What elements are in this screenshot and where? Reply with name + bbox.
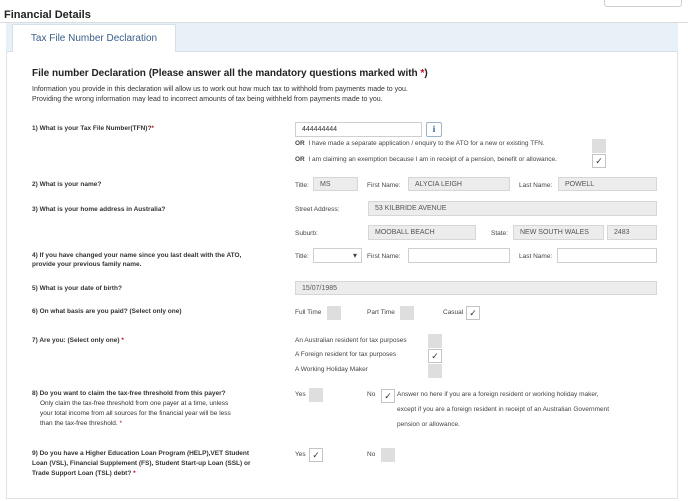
form-panel [6, 51, 678, 499]
state-label: State: [491, 230, 508, 237]
q8-no-checkbox[interactable]: ✓ [381, 389, 395, 403]
q9-label-3-text: Trade Support Loan (TSL) debt? [32, 470, 132, 477]
q8-note-3: pension or allowance. [397, 421, 460, 428]
required-star: * [119, 420, 123, 427]
holiday-checkbox[interactable] [428, 364, 442, 378]
required-star: * [420, 68, 425, 79]
full-time-checkbox[interactable] [327, 306, 341, 320]
q1-option-a-checkbox[interactable] [592, 139, 606, 153]
or-label: OR [295, 140, 305, 147]
q7-label-text: 7) Are you: (Select only one) [32, 337, 120, 344]
or-label: OR [295, 156, 305, 163]
first-name-label: First Name: [367, 182, 401, 189]
q8-sub-3-text: than the tax-free threshold. [40, 420, 118, 427]
prev-first-name-input[interactable] [408, 248, 510, 263]
top-dropdown-edge [604, 0, 682, 7]
q8-no-label: No [367, 391, 376, 398]
q1-option-a [295, 140, 545, 147]
title-label: Title: [295, 182, 309, 189]
last-name-field[interactable]: POWELL [558, 177, 657, 191]
q8-sub-2: your total income from all sources for the financial year will be less [40, 410, 231, 417]
q9-yes-label: Yes [295, 451, 306, 458]
prev-title-label: Title: [295, 253, 309, 260]
q1-label [32, 124, 154, 133]
q9-label-3 [32, 469, 136, 478]
required-star: * [133, 470, 136, 477]
prev-last-name-label: Last Name: [519, 253, 553, 260]
q7-label [32, 336, 124, 345]
declaration-title-end: ) [424, 68, 428, 79]
declaration-title [32, 68, 428, 79]
resident-label: An Australian resident for tax purposes [295, 337, 407, 344]
info-icon[interactable]: i [426, 122, 442, 137]
q8-sub-1: Only claim the tax-free threshold from one payer at a time, unless [40, 400, 229, 407]
suburb-field[interactable]: MOOBALL BEACH [368, 225, 476, 240]
q6-label: 6) On what basis are you paid? (Select only one) [32, 308, 182, 315]
q8-sub-3 [40, 419, 122, 428]
q8-yes-label: Yes [295, 391, 306, 398]
resident-checkbox[interactable] [428, 334, 442, 348]
q2-label: 2) What is your name? [32, 181, 102, 188]
part-time-label: Part Time [367, 309, 395, 316]
intro-text-2: Providing the wrong information may lead to incorrect amounts of tax being withheld from payments made to you. [32, 96, 383, 103]
tab-tfn-declaration[interactable]: Tax File Number Declaration [12, 24, 176, 52]
q1-option-b [295, 156, 557, 163]
part-time-checkbox[interactable] [400, 306, 414, 320]
street-label: Street Address: [295, 206, 340, 213]
q8-note-1: Answer no here if you are a foreign resident or working holiday maker, [397, 391, 599, 398]
section-title: Financial Details [4, 9, 91, 21]
casual-checkbox[interactable]: ✓ [466, 306, 480, 320]
q1-option-b-checkbox[interactable]: ✓ [592, 154, 606, 168]
chevron-down-icon: ▾ [352, 251, 357, 260]
state-field[interactable]: NEW SOUTH WALES [513, 225, 604, 240]
suburb-label: Suburb: [295, 230, 318, 237]
q9-yes-checkbox[interactable]: ✓ [309, 448, 323, 462]
q8-note-2: except if you are a foreign resident in receipt of an Australian Government [397, 406, 610, 413]
q4-label-2: provide your previous family name. [32, 261, 142, 268]
q1-option-a-text: I have made a separate application / enquiry to the ATO for a new or existing TFN. [308, 140, 545, 147]
required-star: * [121, 337, 124, 344]
q5-label: 5) What is your date of birth? [32, 285, 122, 292]
q9-label-2: Loan (VSL), Financial Supplement (FS), Student Start-up Loan (SSL) or [32, 460, 251, 467]
declaration-title-text: File number Declaration (Please answer all the mandatory questions marked with [32, 68, 421, 79]
postcode-field[interactable]: 2483 [607, 225, 657, 240]
q8-label: 8) Do you want to claim the tax-free threshold from this payer? [32, 390, 226, 397]
casual-label: Casual [443, 309, 464, 316]
street-field[interactable]: 53 KILBRIDE AVENUE [368, 201, 657, 216]
q9-no-label: No [367, 451, 376, 458]
foreign-checkbox[interactable]: ✓ [428, 349, 442, 363]
prev-title-select[interactable] [313, 248, 362, 263]
prev-first-name-label: First Name: [367, 253, 401, 260]
full-time-label: Full Time [295, 309, 322, 316]
title-field[interactable]: MS [313, 177, 358, 191]
intro-text-1: Information you provide in this declaration will allow us to work out how much tax to withhold from payments made to you. [32, 86, 408, 93]
q1-label-text: 1) What is your Tax File Number(TFN)? [32, 125, 152, 132]
q9-label-1: 9) Do you have a Higher Education Loan Program (HELP),VET Student [32, 450, 250, 457]
q9-no-checkbox[interactable] [381, 448, 395, 462]
q3-label: 3) What is your home address in Australia? [32, 206, 166, 213]
tfn-input[interactable]: 444444444 [295, 122, 422, 137]
q4-label-1: 4) If you have changed your name since you last dealt with the ATO, [32, 252, 242, 259]
required-star: * [151, 125, 154, 132]
last-name-label: Last Name: [519, 182, 553, 189]
first-name-field[interactable]: ALYCIA LEIGH [408, 177, 510, 191]
holiday-label: A Working Holiday Maker [295, 366, 368, 373]
q8-yes-checkbox[interactable] [309, 388, 323, 402]
dob-field[interactable]: 15/07/1985 [295, 281, 657, 295]
foreign-label: A Foreign resident for tax purposes [295, 351, 397, 358]
q1-option-b-text: I am claiming an exemption because I am in receipt of a pension, benefit or allowance. [308, 156, 557, 163]
prev-last-name-input[interactable] [557, 248, 657, 263]
